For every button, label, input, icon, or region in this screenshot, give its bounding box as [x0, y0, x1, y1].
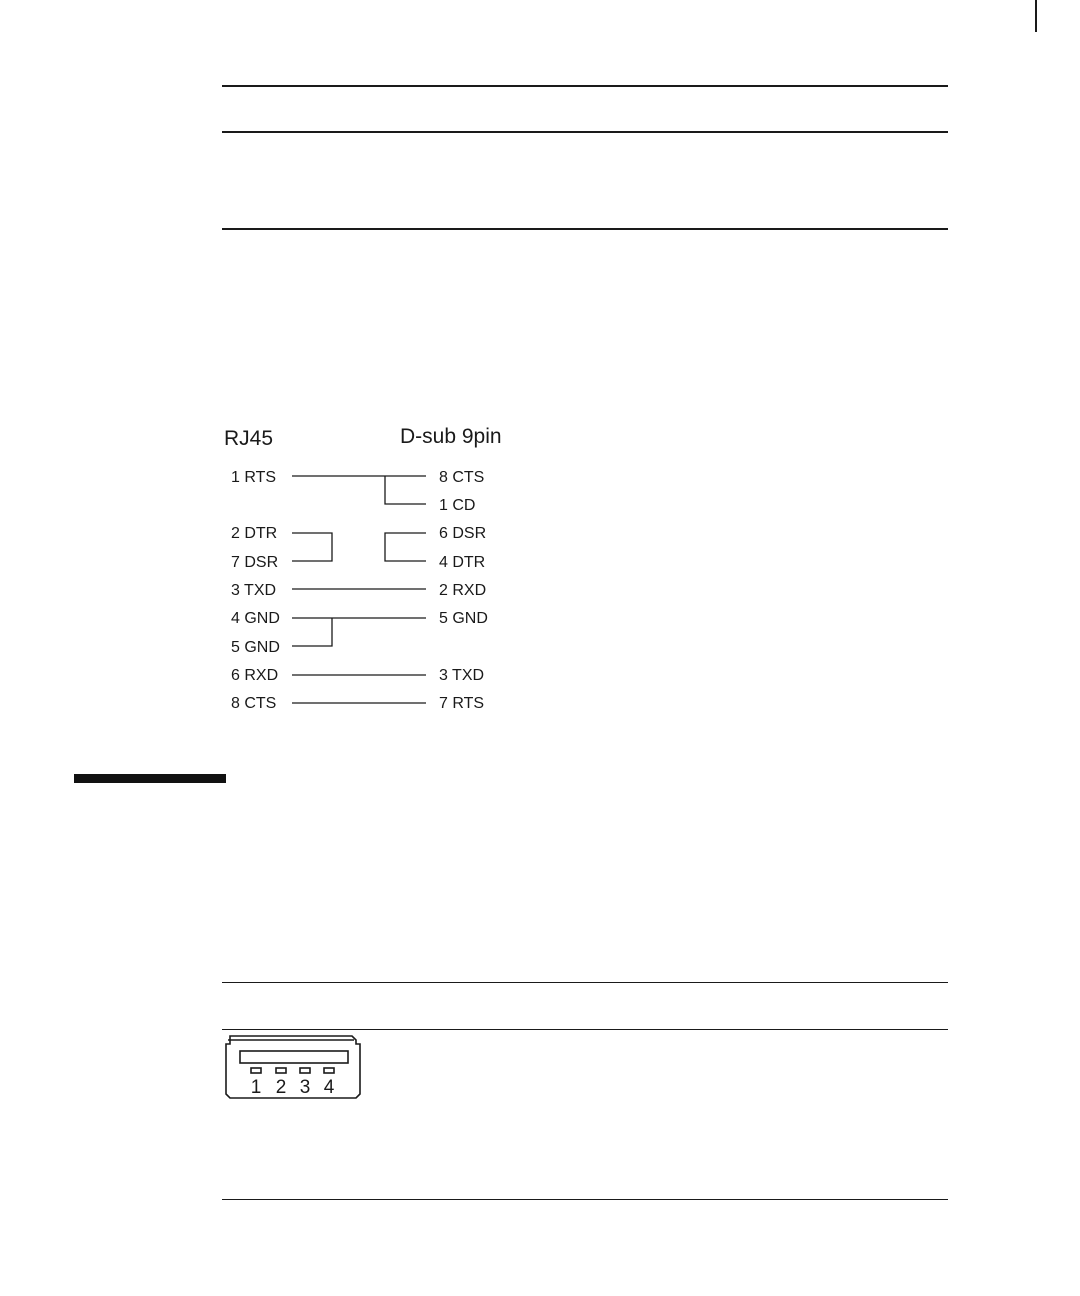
wire-dtr-dsr-loop-left: [292, 533, 332, 561]
rj45-header: RJ45: [224, 427, 274, 450]
usb-pin-number: 2: [275, 1077, 287, 1098]
usb-port-icon: [220, 1032, 366, 1102]
rj45-pin-label: 6 RXD: [231, 667, 279, 684]
usb-tongue: [240, 1051, 348, 1063]
usb-pin-number: 4: [323, 1077, 335, 1098]
wire-dsr-dtr-loop-right: [385, 533, 426, 561]
dsub-header: D-sub 9pin: [400, 425, 502, 448]
rj45-pin-label: 4 GND: [231, 610, 280, 627]
usb-contact: [251, 1068, 261, 1073]
dsub-pin-label: 3 TXD: [439, 667, 485, 684]
wire-gnd-branch: [292, 618, 332, 646]
dsub-pin-label: 6 DSR: [439, 525, 487, 542]
section-heading-bar: [74, 774, 226, 783]
dsub-pin-label: 4 DTR: [439, 554, 486, 571]
table2-header-rule: [222, 1029, 948, 1030]
usb-pin-number: 3: [299, 1077, 311, 1098]
rj45-pin-label: 7 DSR: [231, 554, 279, 571]
usb-pin-number: 1: [250, 1077, 262, 1098]
dsub-pin-label: 2 RXD: [439, 582, 487, 599]
table2-top-rule: [222, 982, 948, 983]
dsub-pin-label: 8 CTS: [439, 469, 485, 486]
usb-contact: [276, 1068, 286, 1073]
rj45-pin-label: 2 DTR: [231, 525, 278, 542]
usb-contact: [300, 1068, 310, 1073]
dsub-pin-label: 7 RTS: [439, 695, 485, 712]
dsub-pin-label: 1 CD: [439, 497, 476, 514]
wire-cd-branch: [385, 476, 426, 504]
rj45-pin-label: 5 GND: [231, 639, 280, 656]
rj45-pin-label: 3 TXD: [231, 582, 277, 599]
dsub-pin-label: 5 GND: [439, 610, 488, 627]
usb-contact: [324, 1068, 334, 1073]
table2-bottom-rule: [222, 1199, 948, 1200]
rj45-pin-label: 1 RTS: [231, 469, 277, 486]
usb-outline: [226, 1036, 360, 1098]
rj45-pin-label: 8 CTS: [231, 695, 277, 712]
